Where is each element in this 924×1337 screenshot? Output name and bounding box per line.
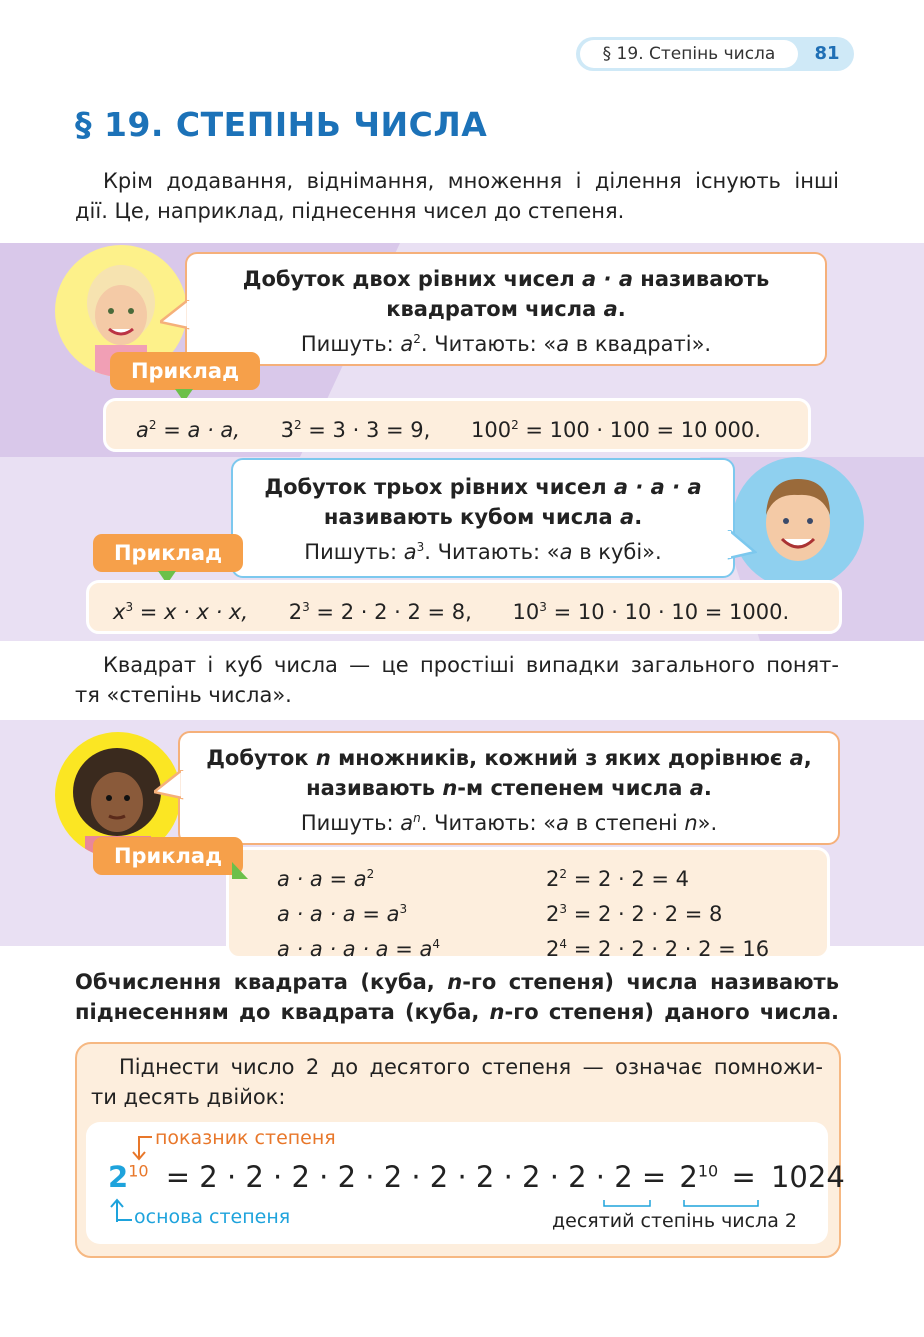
- example-tag-square: Приклад: [110, 352, 260, 390]
- worked-example-line-2: ти десять двійок:: [91, 1085, 286, 1109]
- eq-expansion: = 2 · 2 · 2 · 2 · 2 · 2 · 2 · 2 · 2 · 2 =: [165, 1160, 667, 1194]
- cb-ex1-rest: = x · x · x,: [133, 600, 249, 624]
- pw-right-1: = 2 · 2 = 4: [567, 867, 690, 891]
- cb-ex1-base: x: [113, 600, 126, 624]
- example-tag-cube: Приклад: [93, 534, 243, 572]
- base-arrow-icon: [108, 1196, 134, 1226]
- pw-right-2: = 2 · 2 · 2 = 8: [567, 902, 723, 926]
- sq-ex3-base: 100: [470, 418, 512, 442]
- pw-left-1-exp: 2: [366, 867, 375, 881]
- cube-def-math: a · a · a: [613, 475, 702, 499]
- worked-example-line-1: Піднести число 2 до десятого степеня — означає помножи-: [119, 1055, 823, 1079]
- eq-base: 2: [108, 1160, 129, 1194]
- power-bubble-tail: [154, 770, 184, 800]
- square-write-exp: 2: [413, 332, 421, 346]
- page-number: 81: [814, 43, 840, 64]
- cube-def-text: Добуток трьох рівних чисел: [264, 475, 614, 499]
- def-l2-post: -го степеня) даного числа.: [504, 1000, 839, 1024]
- def-l2: піднесенням до квадрата (куба,: [75, 1000, 490, 1024]
- boy-face-icon: [732, 457, 864, 589]
- header-section-title: § 19. Степінь числа: [580, 40, 798, 68]
- cb-ex3-exp: 3: [539, 600, 547, 614]
- raising-to-power-definition: [75, 967, 839, 1027]
- boy-avatar: [732, 457, 864, 589]
- power-a-2: a: [689, 776, 704, 800]
- pw-right-1-exp: 2: [559, 867, 568, 881]
- cube-write-label: Пишуть:: [304, 540, 404, 564]
- power-read-end: ».: [697, 811, 718, 835]
- sq-ex1-base: a: [136, 418, 149, 442]
- middle-line-2: тя «степінь числа».: [75, 683, 292, 707]
- sq-ex2-exp: 2: [293, 418, 302, 432]
- power-def-text: Добуток: [206, 746, 316, 770]
- power-equation: [108, 1160, 845, 1194]
- pw-left-1: a · a = a: [277, 867, 367, 891]
- cb-ex3-base: 10: [512, 600, 540, 624]
- middle-line-1: Квадрат і куб числа — це простіші випадки загального понят-: [103, 653, 839, 677]
- power-write-label: Пишуть:: [300, 811, 401, 835]
- pw-right-3-exp: 4: [559, 937, 568, 951]
- eq-exponent: 10: [128, 1161, 149, 1181]
- power-n-2: n: [442, 776, 458, 800]
- result-caption: десятий степінь числа 2: [552, 1210, 798, 1232]
- cube-write-var: a: [403, 540, 417, 564]
- square-var: a: [603, 297, 618, 321]
- intro-line-1: Крім додавання, віднімання, множення і ділення існують інші: [103, 169, 839, 193]
- eq-result-base: 2: [679, 1160, 698, 1194]
- eq-result-value: 1024: [770, 1160, 845, 1194]
- sq-ex3-rest: = 100 · 100 = 10 000.: [518, 418, 761, 442]
- def-l2-n: n: [489, 1000, 505, 1024]
- eq-equals: =: [731, 1160, 756, 1194]
- pw-left-2-exp: 3: [399, 902, 408, 916]
- cube-bubble-tail: [727, 530, 757, 560]
- square-definition-bubble: [185, 252, 827, 366]
- square-write-label: Пишуть:: [300, 332, 401, 356]
- pw-left-2: a · a · a = a: [277, 902, 400, 926]
- pw-right-3-base: 2: [546, 937, 560, 961]
- result-underline-brackets: [600, 1198, 770, 1210]
- power-examples-left: [277, 859, 440, 964]
- def-l1-post: -го степеня) числа називають: [462, 970, 839, 994]
- power-read-n: n: [684, 811, 698, 835]
- cube-definition-bubble: [231, 458, 735, 578]
- pw-left-3: a · a · a · a = a: [277, 937, 433, 961]
- eq-result-exp: 10: [697, 1161, 719, 1181]
- power-term: -м степенем числа: [457, 776, 690, 800]
- pw-right-2-exp: 3: [559, 902, 568, 916]
- power-definition-bubble: [178, 731, 840, 845]
- power-period: .: [703, 776, 712, 800]
- middle-paragraph: [75, 650, 839, 710]
- exponent-label: показник степеня: [155, 1127, 336, 1149]
- power-def-l2: називають: [306, 776, 443, 800]
- power-comma: ,: [803, 746, 812, 770]
- sq-ex2-base: 3: [280, 418, 294, 442]
- square-examples-box: [103, 398, 811, 452]
- def-l1-n: n: [447, 970, 463, 994]
- cb-ex2-exp: 3: [302, 600, 310, 614]
- def-l1: Обчислення квадрата (куба,: [75, 970, 448, 994]
- square-read-label: . Читають: «: [420, 332, 557, 356]
- power-examples-right: [546, 859, 769, 964]
- cube-var: a: [620, 505, 635, 529]
- square-term: квадратом числа: [386, 297, 604, 321]
- eq-result-power: [679, 1160, 718, 1194]
- power-read-var: a: [556, 811, 570, 835]
- power-read-label: . Читають: «: [420, 811, 557, 835]
- square-period: .: [617, 297, 626, 321]
- pw-left-3-exp: 4: [432, 937, 441, 951]
- power-def-mid: множників, кожний з яких дорівнює: [330, 746, 790, 770]
- cb-ex2-rest: = 2 · 2 · 2 = 8,: [309, 600, 472, 624]
- cb-ex3-rest: = 10 · 10 · 10 = 1000.: [546, 600, 790, 624]
- sq-ex1-rest: = a · a,: [156, 418, 240, 442]
- square-def-text-post: називають: [633, 267, 770, 291]
- cb-ex2-base: 2: [288, 600, 303, 624]
- cube-read-var: a: [559, 540, 573, 564]
- power-read-mid: в степені: [569, 811, 685, 835]
- page-title: § 19. СТЕПІНЬ ЧИСЛА: [75, 105, 488, 144]
- square-def-text: Добуток двох рівних чисел: [242, 267, 583, 291]
- cb-ex1-exp: 3: [125, 600, 134, 614]
- power-a: a: [789, 746, 804, 770]
- power-write-var: a: [400, 811, 414, 835]
- cube-write-exp: 3: [416, 540, 425, 554]
- square-bubble-tail: [160, 300, 190, 330]
- example-tag-power: Приклад: [93, 837, 243, 875]
- cube-period: .: [634, 505, 643, 529]
- intro-line-2: дії. Це, наприклад, піднесення чисел до степеня.: [75, 199, 625, 223]
- sq-ex3-exp: 2: [511, 418, 519, 432]
- base-label: основа степеня: [134, 1206, 291, 1228]
- square-write-var: a: [400, 332, 414, 356]
- tag-pointer-icon: [232, 862, 248, 880]
- pw-right-1-base: 2: [546, 867, 560, 891]
- cube-term: називають кубом числа: [323, 505, 621, 529]
- square-read-text: в квадраті».: [569, 332, 712, 356]
- sq-ex2-rest: = 3 · 3 = 9,: [301, 418, 431, 442]
- sq-ex1-exp: 2: [148, 418, 157, 432]
- worked-example-text: [91, 1052, 823, 1112]
- intro-paragraph: [75, 166, 839, 226]
- power-n: n: [315, 746, 331, 770]
- power-write-exp: n: [413, 811, 421, 825]
- cube-read-label: . Читають: «: [424, 540, 560, 564]
- pw-right-2-base: 2: [546, 902, 560, 926]
- cube-examples-box: [86, 580, 842, 634]
- cube-read-text: в кубі».: [572, 540, 662, 564]
- pw-right-3: = 2 · 2 · 2 · 2 = 16: [567, 937, 770, 961]
- square-read-var: a: [556, 332, 570, 356]
- square-def-math: a · a: [582, 267, 633, 291]
